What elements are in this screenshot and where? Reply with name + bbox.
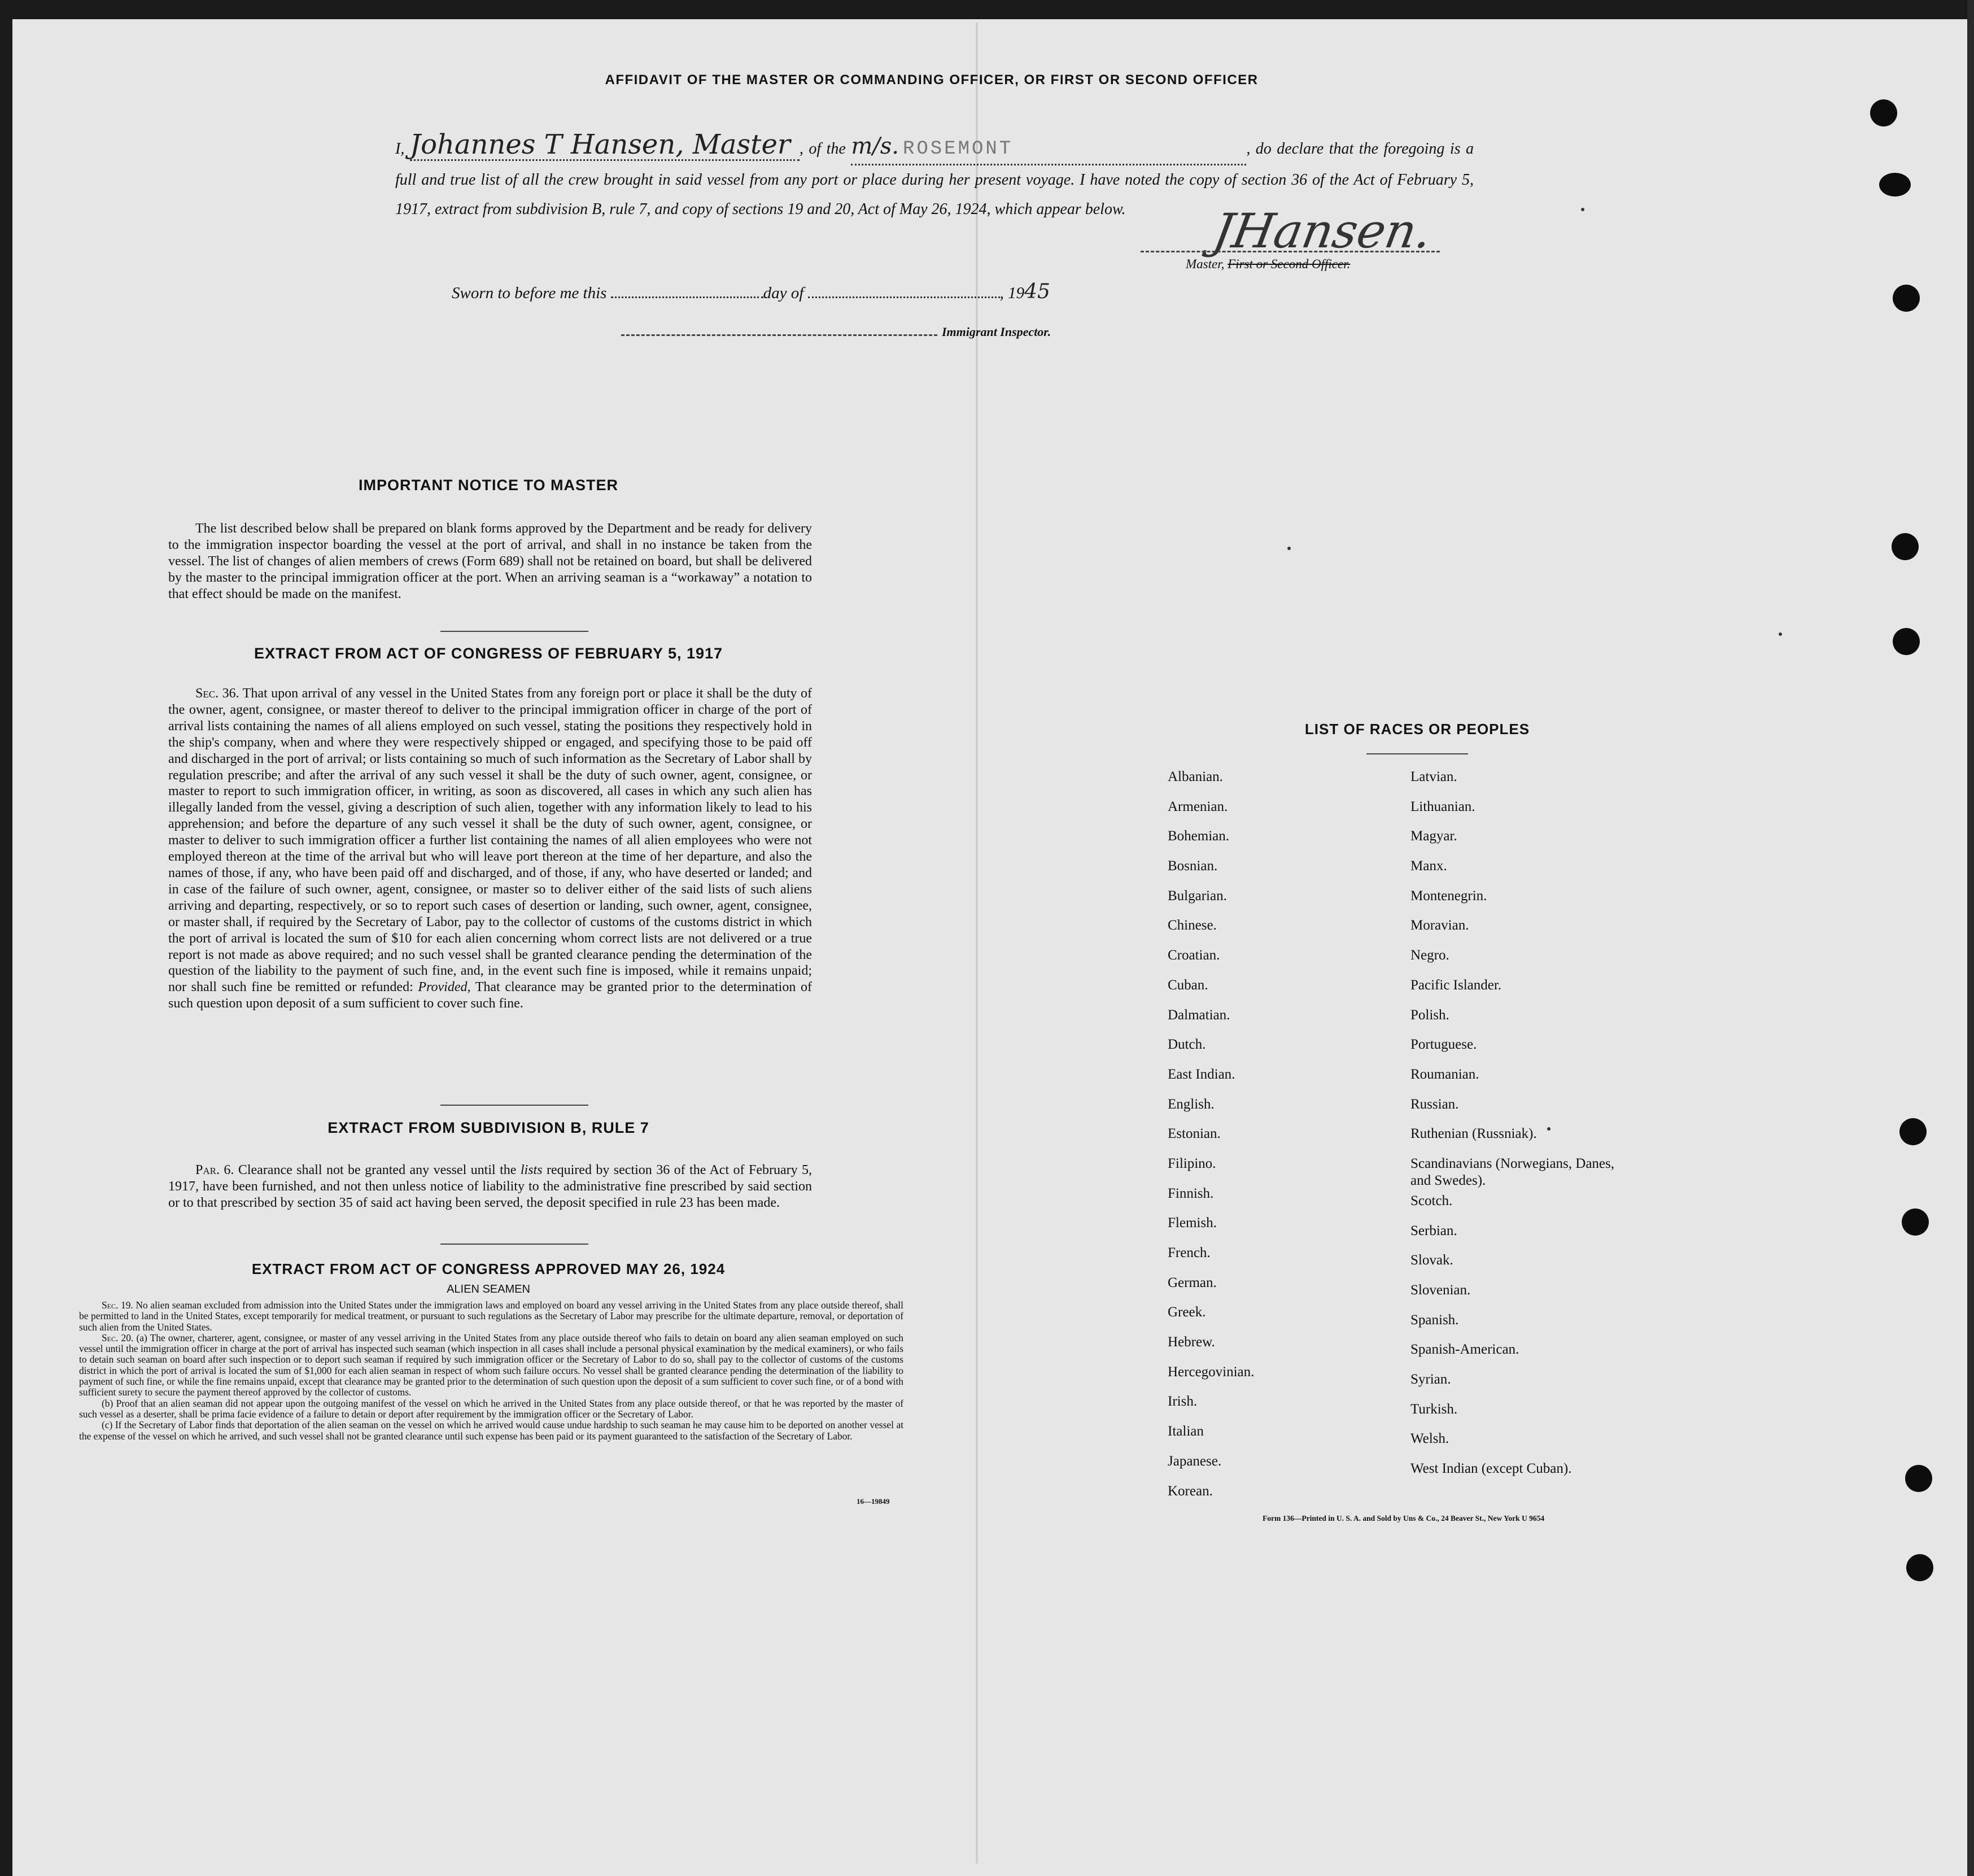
- sworn-prefix: Sworn to before me this: [452, 284, 607, 302]
- signature-caption: [1186, 257, 1350, 272]
- race-item: Hercegovinian.: [1168, 1364, 1255, 1380]
- sec-20a-body: (a) The owner, charterer, agent, consignee, or master of any vessel arriving in the United States from any place outside thereof who fails to detain on board any alien seaman employed on such vessel until the immigration officer in charge at the port of arrival has inspected such seaman (which inspection in all cases shall include a personal physical examination by the medical examiners), or who fails to detain such seaman on board after such inspection or to deport such seaman if required by such immigration officer or the Secretary of Labor to do so, shall pay to the collector of customs of the customs district in which the port of arrival is located the sum of $1,000 for each alien seaman in respect of whom such failure occurs. No vessel shall be granted clearance pending the determination of the liability to payment of such fine, or while the fine remains unpaid, except that clearance may be granted prior to the determination of such question upon the deposit of a sum sufficient to cover such fine, or of a bond with sufficient surety to secure the payment thereof approved by the collector of customs.: [79, 1332, 903, 1398]
- race-item: Estonian.: [1168, 1126, 1221, 1142]
- race-item: Spanish-American.: [1410, 1342, 1519, 1358]
- race-item: Latvian.: [1410, 769, 1457, 784]
- race-item: Slovak.: [1410, 1253, 1453, 1268]
- race-item: Manx.: [1410, 858, 1447, 874]
- rule-7-text: [168, 1162, 812, 1211]
- race-item: Scotch.: [1410, 1193, 1453, 1209]
- race-item: Chinese.: [1168, 918, 1217, 933]
- sec-20b-paragraph: (b) Proof that an alien seaman did not appear upon the outgoing manifest of the vessel on which he arrived in the United States from any place outside thereof, or that he was reported by the master of such vessel as a deserter, shall be prima facie evidence of a failure to detain or deport after requirement by the immigration officer or the Secretary of Labor.: [79, 1397, 903, 1420]
- master-signature: JHansen.: [1209, 203, 1436, 259]
- sworn-day-blank: [611, 296, 763, 298]
- race-item: Flemish.: [1168, 1215, 1217, 1231]
- race-item: Cuban.: [1168, 977, 1208, 993]
- act-1924-text: [79, 1300, 903, 1442]
- act-1917-title: EXTRACT FROM ACT OF CONGRESS OF FEBRUARY 5, 1917: [254, 645, 723, 662]
- sworn-year-prefix: , 19: [999, 284, 1025, 302]
- race-item: Magyar.: [1410, 828, 1457, 844]
- race-item: Armenian.: [1168, 799, 1228, 814]
- proviso-word: Provided,: [418, 980, 471, 995]
- race-item: Montenegrin.: [1410, 888, 1487, 904]
- rule-7-title: EXTRACT FROM SUBDIVISION B, RULE 7: [327, 1119, 649, 1136]
- par-6-body-b: required by section 36 of the Act of February 5, 1917, have been furnished, and not then unless notice of liability to the administrative fine prescribed by said section or to that prescribed by section 35 of said act having been served, the deposit specified in rule 23 has been made.: [168, 1163, 813, 1210]
- race-item: Greek.: [1168, 1305, 1206, 1320]
- sec-36-label: Sec. 36.: [195, 686, 239, 701]
- ink-speck: [1287, 547, 1291, 550]
- races-divider: [1366, 753, 1468, 754]
- race-item: Bohemian.: [1168, 828, 1230, 844]
- sec-36-body: That upon arrival of any vessel in the United States from any foreign port or place it shall be the duty of the owner, agent, consignee, or master thereof to deliver to the principal immigration officer in charge of the port of arrival lists containing the names of all aliens employed on such vessel, stating the positions they respectively hold in the ship's company, when and where they were respectively shipped or engaged, and specifying those to be paid off and discharged in the port of arrival; or lists containing so much of such information as the Secretary of Labor shall by regulation prescribe; and after the arrival of any such vessel it shall be the duty of such owner, agent, consignee, or master to report to such immigration officer, in writing, as soon as discovered, all cases in which any such alien has illegally landed from the vessel, giving a description of such alien, together with any information likely to lead to his apprehension; and before the departure of any such vessel it shall be the duty of such owner, agent, consignee, or master to deliver to such immigration officer a further list containing the names of all alien employees who were not employed thereon at the time of the arrival but who will leave port thereon at the time of her departure, and also the names of those, if any, who have been paid off and discharged, and of those, if any, who have deserted or landed; and in case of the failure of such owner, agent, consignee, or master so to deliver either of the said lists of such aliens arriving and departing, respectively, or so to report such cases of desertion or landing, such owner, agent, consignee, or master shall, if required by the Secretary of Labor, pay to the collector of customs of the customs district in which the port of arrival is located the sum of $10 for each alien concerning whom correct lists are not delivered or a true report is not made as above required; and no such vessel shall be granted clearance pending the determination of the question of the liability to the payment of such fine, and, in the event such fine is imposed, while it remains unpaid; nor shall such fine be remitted or refunded:: [168, 686, 812, 995]
- punch-hole: [1893, 285, 1920, 312]
- proviso-text: That clearance may be granted prior to the determination of such question upon deposit of a sum sufficient to cover such fine.: [168, 980, 812, 1011]
- punch-hole: [1905, 1465, 1932, 1492]
- notice-text: The list described below shall be prepared on blank forms approved by the Department and be ready for delivery to the immigration inspector boarding the vessel at the port of arrival, and shall in no instance be taken from the vessel. The list of changes of alien members of crews (Form 689) shall not be retained on board, but shall be delivered by the master to the principal immigration officer at the port. When an arriving seaman is a “workaway” a notation to that effect should be made on the manifest.: [168, 521, 812, 601]
- ink-speck: [1779, 632, 1782, 636]
- signature-caption-struck: First or Second Officer.: [1228, 257, 1351, 271]
- race-item: Roumanian.: [1410, 1066, 1479, 1082]
- race-item: Russian.: [1410, 1096, 1459, 1112]
- declarant-name: Johannes T Hansen, Master: [410, 130, 800, 161]
- race-item: Slovenian.: [1410, 1282, 1471, 1298]
- punch-hole: [1906, 1554, 1933, 1581]
- race-item: French.: [1168, 1245, 1211, 1260]
- inspector-caption: Immigrant Inspector.: [942, 325, 1051, 339]
- race-item: Welsh.: [1410, 1431, 1449, 1447]
- form-number: 16—19849: [857, 1497, 890, 1506]
- race-item: Serbian.: [1410, 1223, 1457, 1238]
- sec-19-body: No alien seaman excluded from admission into the United States under the immigration laws and employed on board any vessel arriving in the United States from any place outside thereof, shall be permitted to land in the United States, except temporarily for medical treatment, or pursuant to such regulations as the Secretary of Labor may prescribe for the ultimate departure, removal, or deportation of such alien from the United States.: [79, 1299, 903, 1333]
- par-6-lists: lists: [520, 1163, 543, 1177]
- race-item: Moravian.: [1410, 918, 1469, 933]
- race-item: Croatian.: [1168, 948, 1220, 963]
- affidavit-do-declare: , do declare: [1246, 140, 1324, 158]
- race-item: Italian: [1168, 1424, 1204, 1439]
- inspector-signature-line: [621, 334, 937, 336]
- race-item: Pacific Islander.: [1410, 977, 1502, 993]
- race-item: Syrian.: [1410, 1372, 1451, 1388]
- race-item: Hebrew.: [1168, 1334, 1215, 1350]
- section-divider: [440, 1105, 588, 1106]
- notice-title: IMPORTANT NOTICE TO MASTER: [359, 477, 618, 494]
- race-item: Finnish.: [1168, 1185, 1214, 1201]
- sworn-year-handwritten: 45: [1024, 280, 1050, 303]
- printer-imprint: Form 136—Printed in U. S. A. and Sold by Uns & Co., 24 Beaver St., New York U 9654: [1263, 1514, 1545, 1522]
- affidavit-of-the: , of the: [799, 140, 846, 158]
- race-item: Dalmatian.: [1168, 1007, 1230, 1023]
- sworn-line: [452, 280, 1050, 303]
- sec-19-label: Sec. 19.: [102, 1299, 133, 1311]
- vessel-prefix: m/s.: [851, 133, 899, 159]
- races-column-1: [1168, 769, 1371, 1512]
- punch-hole: [1879, 173, 1911, 197]
- vessel-name-stamp: ROSEMONT: [902, 138, 1014, 160]
- race-item: Polish.: [1410, 1007, 1449, 1023]
- race-item: Ruthenian (Russniak).: [1410, 1126, 1537, 1142]
- affidavit-body: that the foregoing is a full and true list of all the crew brought in said vessel from any port or place during her present voyage. I have noted the copy of section 36 of the Act of February 5, 1917, extract from subdivision B, rule 7, and copy of sections 19 and 20, Act of May 26, 1924, which appear below.: [395, 140, 1474, 218]
- race-item: Albanian.: [1168, 769, 1223, 784]
- scan-edge-left: [0, 0, 12, 1876]
- affidavit-title: AFFIDAVIT OF THE MASTER OR COMMANDING OFFICER, OR FIRST OR SECOND OFFICER: [605, 72, 1259, 88]
- race-item: Turkish.: [1410, 1401, 1458, 1417]
- races-column-2: [1410, 769, 1648, 1490]
- sec-19-paragraph: [79, 1300, 903, 1333]
- signature-caption-master: Master,: [1186, 257, 1225, 271]
- par-6-label: Par. 6.: [195, 1163, 234, 1177]
- affidavit-i-label: I,: [395, 140, 405, 158]
- race-item: Korean.: [1168, 1483, 1213, 1499]
- signature-line: [1141, 251, 1440, 252]
- sec-20c-paragraph: (c) If the Secretary of Labor finds that deportation of the alien seaman on the vessel on which he arrived would cause undue hardship to such seaman he may cause him to be deported on another vessel at the expense of the vessel on which he arrived, and such vessel shall not be granted clearance until such expense has been paid or its payment guaranteed to the satisfaction of the Secretary of Labor.: [79, 1419, 903, 1442]
- punch-hole: [1870, 99, 1897, 126]
- vessel-field: [851, 132, 1246, 165]
- scan-edge-right: [1967, 0, 1974, 1876]
- sworn-day-label: day of: [763, 284, 804, 302]
- race-item: Portuguese.: [1410, 1037, 1477, 1053]
- race-item: Irish.: [1168, 1394, 1198, 1410]
- race-item: Bulgarian.: [1168, 888, 1227, 904]
- race-item: Negro.: [1410, 948, 1449, 963]
- section-divider: [440, 631, 588, 632]
- punch-hole: [1892, 533, 1919, 560]
- race-item: Scandinavians (Norwegians, Danes, and Swedes).: [1410, 1155, 1615, 1188]
- race-item: West Indian (except Cuban).: [1410, 1461, 1572, 1477]
- race-item: Filipino.: [1168, 1155, 1216, 1171]
- race-item: Dutch.: [1168, 1037, 1206, 1053]
- race-item: English.: [1168, 1096, 1215, 1112]
- par-6-body-a: Clearance shall not be granted any vessel until the: [238, 1163, 517, 1177]
- sworn-month-blank: [808, 296, 1000, 298]
- race-item: Lithuanian.: [1410, 799, 1475, 814]
- race-item: Japanese.: [1168, 1453, 1222, 1469]
- punch-hole: [1899, 1118, 1927, 1145]
- races-title: LIST OF RACES OR PEOPLES: [1304, 721, 1530, 738]
- act-1924-subtitle: ALIEN SEAMEN: [447, 1283, 530, 1295]
- race-item: Bosnian.: [1168, 858, 1218, 874]
- ink-speck: [1581, 208, 1584, 211]
- race-item: German.: [1168, 1275, 1217, 1290]
- punch-hole: [1893, 628, 1920, 655]
- act-1917-text: [168, 686, 812, 1012]
- sec-20a-paragraph: [79, 1333, 903, 1398]
- punch-hole: [1902, 1209, 1929, 1236]
- race-item: East Indian.: [1168, 1066, 1235, 1082]
- act-1924-title: EXTRACT FROM ACT OF CONGRESS APPROVED MAY 26, 1924: [251, 1260, 726, 1277]
- race-item: Spanish.: [1410, 1312, 1459, 1328]
- section-divider: [440, 1244, 588, 1245]
- scan-edge-top: [0, 0, 1974, 19]
- sec-20-label: Sec. 20.: [102, 1332, 134, 1343]
